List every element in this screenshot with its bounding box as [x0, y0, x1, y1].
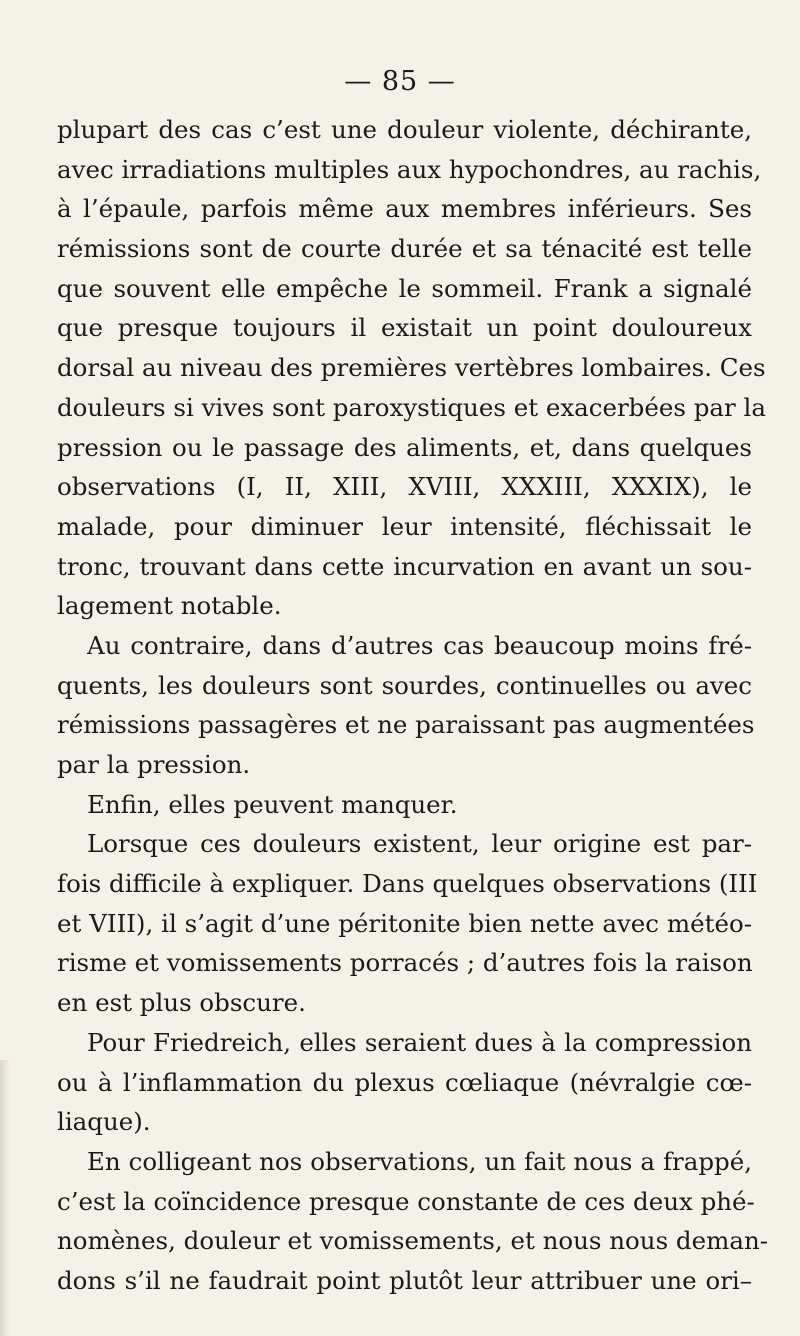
text-line: que presque toujours il existait un point douloureux	[57, 313, 752, 343]
body-text	[57, 110, 769, 1301]
page-number: — 85 —	[344, 66, 456, 97]
text-line: fois difficile à expliquer. Dans quelques observations (III	[57, 869, 758, 899]
page-edge-shadow	[0, 1060, 10, 1336]
text-line: nomènes, douleur et vomissements, et nous nous deman-	[57, 1226, 769, 1256]
text-line: que souvent elle empêche le sommeil. Frank a signalé	[57, 273, 752, 303]
text-line: Lorsque ces douleurs existent, leur origine est par-	[87, 829, 752, 859]
text-line: Pour Friedreich, elles seraient dues à la compression	[87, 1027, 752, 1057]
text-line: risme et vomissements porracés ; d’autres fois la raison	[57, 948, 753, 978]
text-line: en est plus obscure.	[57, 988, 306, 1018]
text-line: tronc, trouvant dans cette incurvation en avant un sou-	[57, 551, 752, 581]
text-line: Enfin, elles peuvent manquer.	[87, 789, 458, 819]
text-line: liaque).	[57, 1107, 151, 1137]
text-line: c’est la coïncidence presque constante de ces deux phé-	[57, 1186, 755, 1216]
text-line: ou à l’inflammation du plexus cœliaque (névralgie cœ-	[57, 1067, 752, 1097]
text-line: par la pression.	[57, 750, 251, 779]
text-line: à l’épaule, parfois même aux membres inférieurs. Ses	[57, 194, 752, 224]
text-line: quents, les douleurs sont sourdes, continuelles ou avec	[57, 670, 752, 700]
text-line: pression ou le passage des aliments, et, dans quelques	[57, 432, 752, 462]
text-line: En colligeant nos observations, un fait nous a frappé,	[87, 1146, 752, 1176]
text-line: douleurs si vives sont paroxystiques et exacerbées par la	[57, 392, 766, 422]
text-line: rémissions passagères et ne paraissant pas augmentées	[57, 710, 755, 740]
text-line: malade, pour diminuer leur intensité, fléchissait le	[57, 511, 752, 541]
text-line: avec irradiations multiples aux hypochondres, au rachis,	[57, 154, 762, 184]
text-line: dorsal au niveau des premières vertèbres lombaires. Ces	[57, 353, 766, 383]
text-line: plupart des cas c’est une douleur violente, déchirante,	[57, 115, 752, 144]
text-line: Au contraire, dans d’autres cas beaucoup moins fré-	[87, 630, 752, 660]
text-line: dons s’il ne faudrait point plutôt leur attribuer une ori–	[57, 1265, 752, 1295]
text-line: et VIII), il s’agit d’une péritonite bien nette avec météo-	[57, 908, 752, 938]
text-line: observations (I, II, XIII, XVIII, XXXIII, XXXIX), le	[57, 472, 752, 502]
text-line: lagement notable.	[57, 591, 282, 621]
text-line: rémissions sont de courte durée et sa ténacité est telle	[57, 234, 752, 264]
